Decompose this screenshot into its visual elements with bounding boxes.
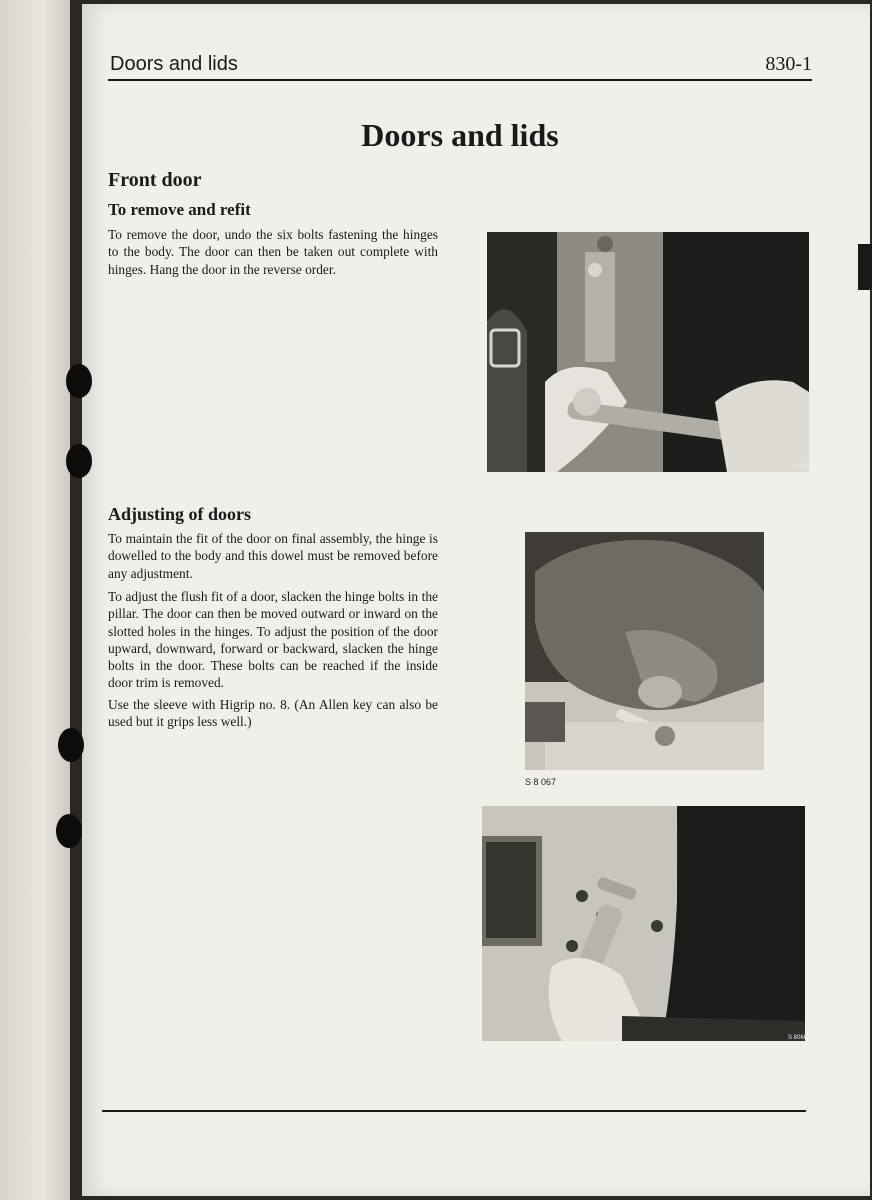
figure-hinge-ratchet	[487, 232, 809, 472]
binder-hole	[66, 444, 92, 478]
section-tab-marker	[858, 244, 872, 290]
figure-allen-sleeve	[525, 532, 764, 770]
footer-rule	[102, 1110, 806, 1112]
facing-page-edge	[0, 0, 70, 1200]
binder-hole	[56, 814, 82, 848]
page-number: 830-1	[765, 53, 812, 75]
paragraph-remove-refit: To remove the door, undo the six bolts fastening the hinges to the body. The door can then be taken out complete with hinges. Hang the door in the reverse order.	[108, 227, 438, 277]
photo-hinge-ratchet	[487, 232, 809, 472]
figure-pillar-ratchet	[482, 806, 808, 1041]
figure-caption: S 8 067	[525, 777, 557, 787]
running-header-title: Doors and lids	[110, 53, 238, 75]
photo-pillar-ratchet	[482, 806, 808, 1041]
page-title: Doors and lids	[361, 117, 559, 153]
binder-hole	[58, 728, 84, 762]
paragraph-adjusting-2: To adjust the flush fit of a door, slacken the hinge bolts in the pillar. The door can then be moved outward or inward on the slotted holes in the hinges. To adjust the position of the door upward, downward, forward or backward, slacken the hinge bolts in the door. These bolts can be reached if the inside door trim is removed.	[108, 589, 438, 691]
binder-hole	[66, 364, 92, 398]
paragraph-adjusting-3: Use the sleeve with Higrip no. 8. (An Allen key can also be used but it grips less well.)	[108, 697, 438, 730]
subheading-remove-refit: To remove and refit	[108, 200, 251, 219]
running-header	[108, 55, 812, 81]
photo-allen-sleeve	[525, 532, 764, 770]
figure-caption: S 2095	[790, 464, 810, 470]
section-heading-adjusting: Adjusting of doors	[108, 504, 252, 524]
section-heading-front-door: Front door	[108, 169, 202, 191]
figure-caption: S 8068	[788, 1035, 808, 1041]
paragraph-adjusting-1: To maintain the fit of the door on final assembly, the hinge is dowelled to the body and this dowel must be removed before any adjustment.	[108, 531, 438, 581]
